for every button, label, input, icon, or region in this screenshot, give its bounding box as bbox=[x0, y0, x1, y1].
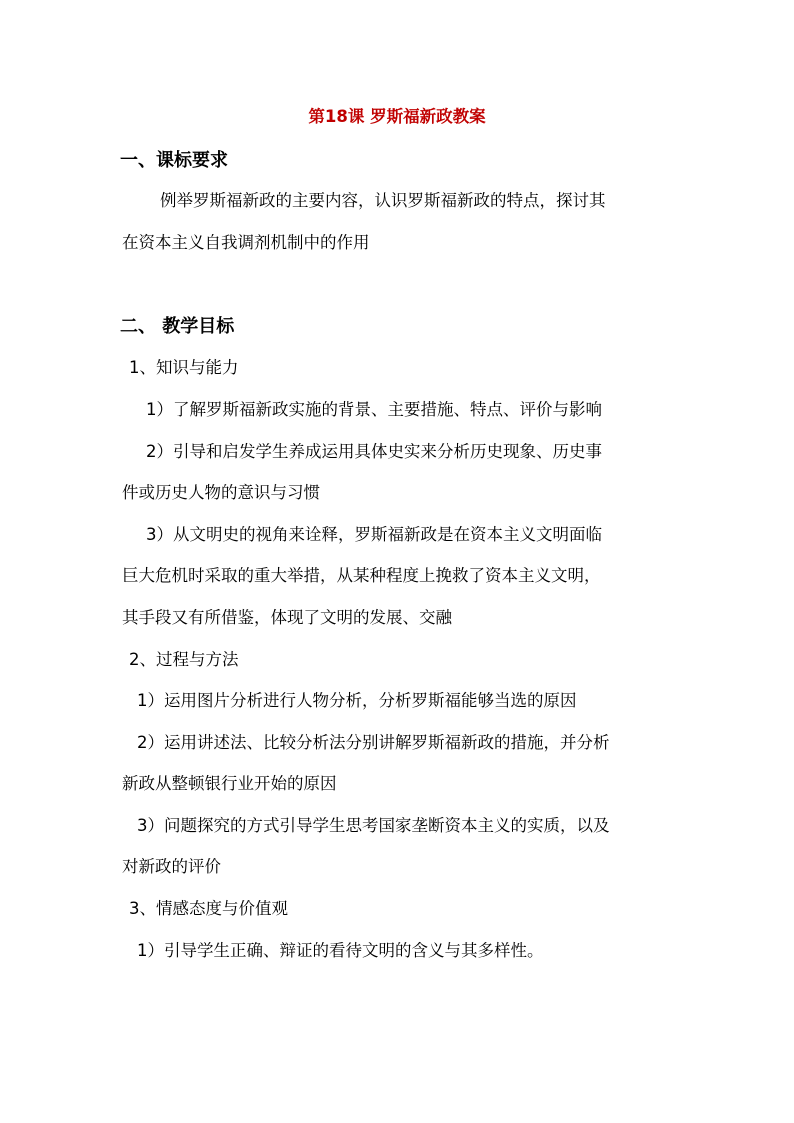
page-title: 第18课 罗斯福新政教案 bbox=[308, 107, 486, 126]
subsection-label-values: 3、情感态度与价值观 bbox=[129, 899, 288, 918]
section-heading-objectives: 二、 教学目标 bbox=[120, 316, 235, 337]
list-item: 3）从文明史的视角来诠释，罗斯福新政是在资本主义文明面临 bbox=[146, 525, 602, 544]
list-item: 3）问题探究的方式引导学生思考国家垄断资本主义的实质，以及 bbox=[137, 816, 610, 835]
list-item: 1）了解罗斯福新政实施的背景、主要措施、特点、评价与影响 bbox=[146, 400, 602, 419]
subsection-label-knowledge: 1、知识与能力 bbox=[129, 358, 239, 377]
paragraph-line: 在资本主义自我调剂机制中的作用 bbox=[122, 233, 370, 252]
list-item: 2）引导和启发学生养成运用具体史实来分析历史现象、历史事 bbox=[146, 442, 602, 461]
list-item: 2）运用讲述法、比较分析法分别讲解罗斯福新政的措施，并分析 bbox=[137, 733, 610, 752]
list-item-continuation: 件或历史人物的意识与习惯 bbox=[122, 483, 320, 502]
list-item-continuation: 其手段又有所借鉴，体现了文明的发展、交融 bbox=[122, 608, 452, 627]
list-item-continuation: 新政从整顿银行业开始的原因 bbox=[122, 774, 337, 793]
subsection-label-process: 2、过程与方法 bbox=[129, 650, 239, 669]
list-item-continuation: 对新政的评价 bbox=[122, 857, 221, 876]
list-item-continuation: 巨大危机时采取的重大举措，从某种程度上挽救了资本主义文明， bbox=[122, 566, 601, 585]
section-heading-curriculum: 一、课标要求 bbox=[120, 150, 228, 171]
list-item: 1）引导学生正确、辩证的看待文明的含义与其多样性。 bbox=[137, 941, 544, 960]
paragraph-line: 例举罗斯福新政的主要内容，认识罗斯福新政的特点，探讨其 bbox=[160, 191, 606, 210]
list-item: 1）运用图片分析进行人物分析，分析罗斯福能够当选的原因 bbox=[137, 691, 577, 710]
